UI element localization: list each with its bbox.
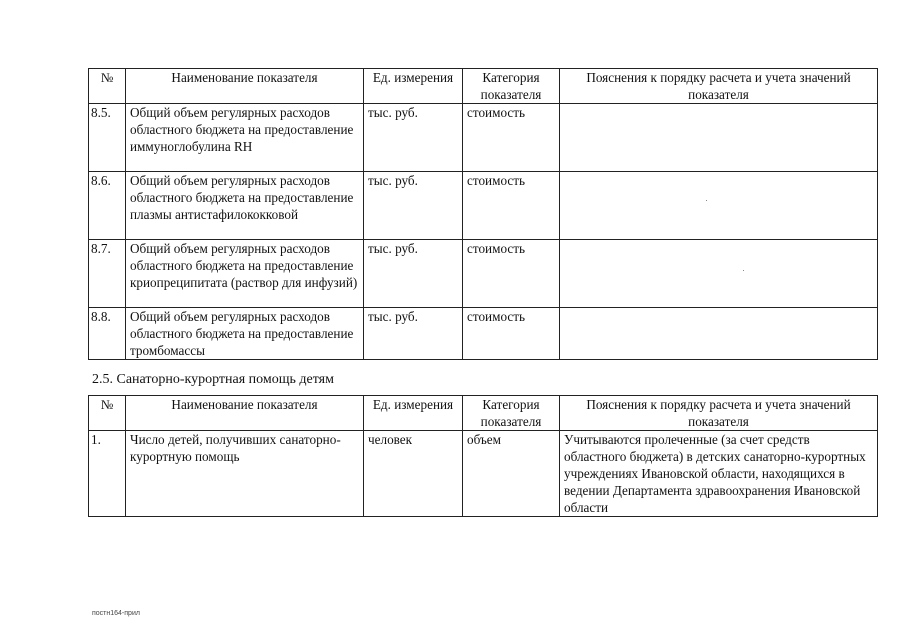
row-indicator-name: Число детей, получивших санаторно-курортную помощь [126,431,364,517]
row-category: стоимость [463,308,560,360]
header-notes: Пояснения к порядку расчета и учета значений показателя [560,396,878,431]
row-notes [560,308,878,360]
row-indicator-name: Общий объем регулярных расходов областного бюджета на предоставление криопреципитата (раствор для инфузий) [126,240,364,308]
row-category: стоимость [463,104,560,172]
table-header-row [89,69,878,104]
row-unit: тыс. руб. [364,240,463,308]
row-unit: человек [364,431,463,517]
row-number: 8.8. [89,308,126,360]
header-notes: Пояснения к порядку расчета и учета значений показателя [560,69,878,104]
section-heading: 2.5. Санаторно-курортная помощь детям [92,372,334,387]
table-row [89,240,878,308]
row-unit: тыс. руб. [364,104,463,172]
row-category: стоимость [463,172,560,240]
row-number: 8.6. [89,172,126,240]
indicators-table-blood [88,68,878,360]
scan-speck [743,270,744,271]
scan-speck [706,200,707,201]
row-number: 1. [89,431,126,517]
row-unit: тыс. руб. [364,308,463,360]
row-notes: Учитываются пролеченные (за счет средств областного бюджета) в детских санаторно-курортных учреждениях Ивановской области, находящихся в ведении Департамента здравоохранения Ивановской области [560,431,878,517]
row-indicator-name: Общий объем регулярных расходов областного бюджета на предоставление тромбомассы [126,308,364,360]
row-notes [560,240,878,308]
row-number: 8.5. [89,104,126,172]
table-header-row [89,396,878,431]
header-num: № [89,396,126,431]
header-category: Категория показателя [463,69,560,104]
row-notes [560,104,878,172]
header-name: Наименование показателя [126,396,364,431]
indicators-table-sanatorium [88,395,878,517]
header-unit: Ед. измерения [364,69,463,104]
table-row [89,431,878,517]
row-notes [560,172,878,240]
header-category: Категория показателя [463,396,560,431]
row-indicator-name: Общий объем регулярных расходов областного бюджета на предоставление плазмы антистафилококковой [126,172,364,240]
row-category: объем [463,431,560,517]
row-indicator-name: Общий объем регулярных расходов областного бюджета на предоставление иммуноглобулина RH [126,104,364,172]
table-row [89,172,878,240]
header-unit: Ед. измерения [364,396,463,431]
table-row [89,104,878,172]
row-category: стоимость [463,240,560,308]
row-unit: тыс. руб. [364,172,463,240]
header-name: Наименование показателя [126,69,364,104]
header-num: № [89,69,126,104]
table-row [89,308,878,360]
row-number: 8.7. [89,240,126,308]
footer-file-note: постн164-прил [92,610,140,617]
